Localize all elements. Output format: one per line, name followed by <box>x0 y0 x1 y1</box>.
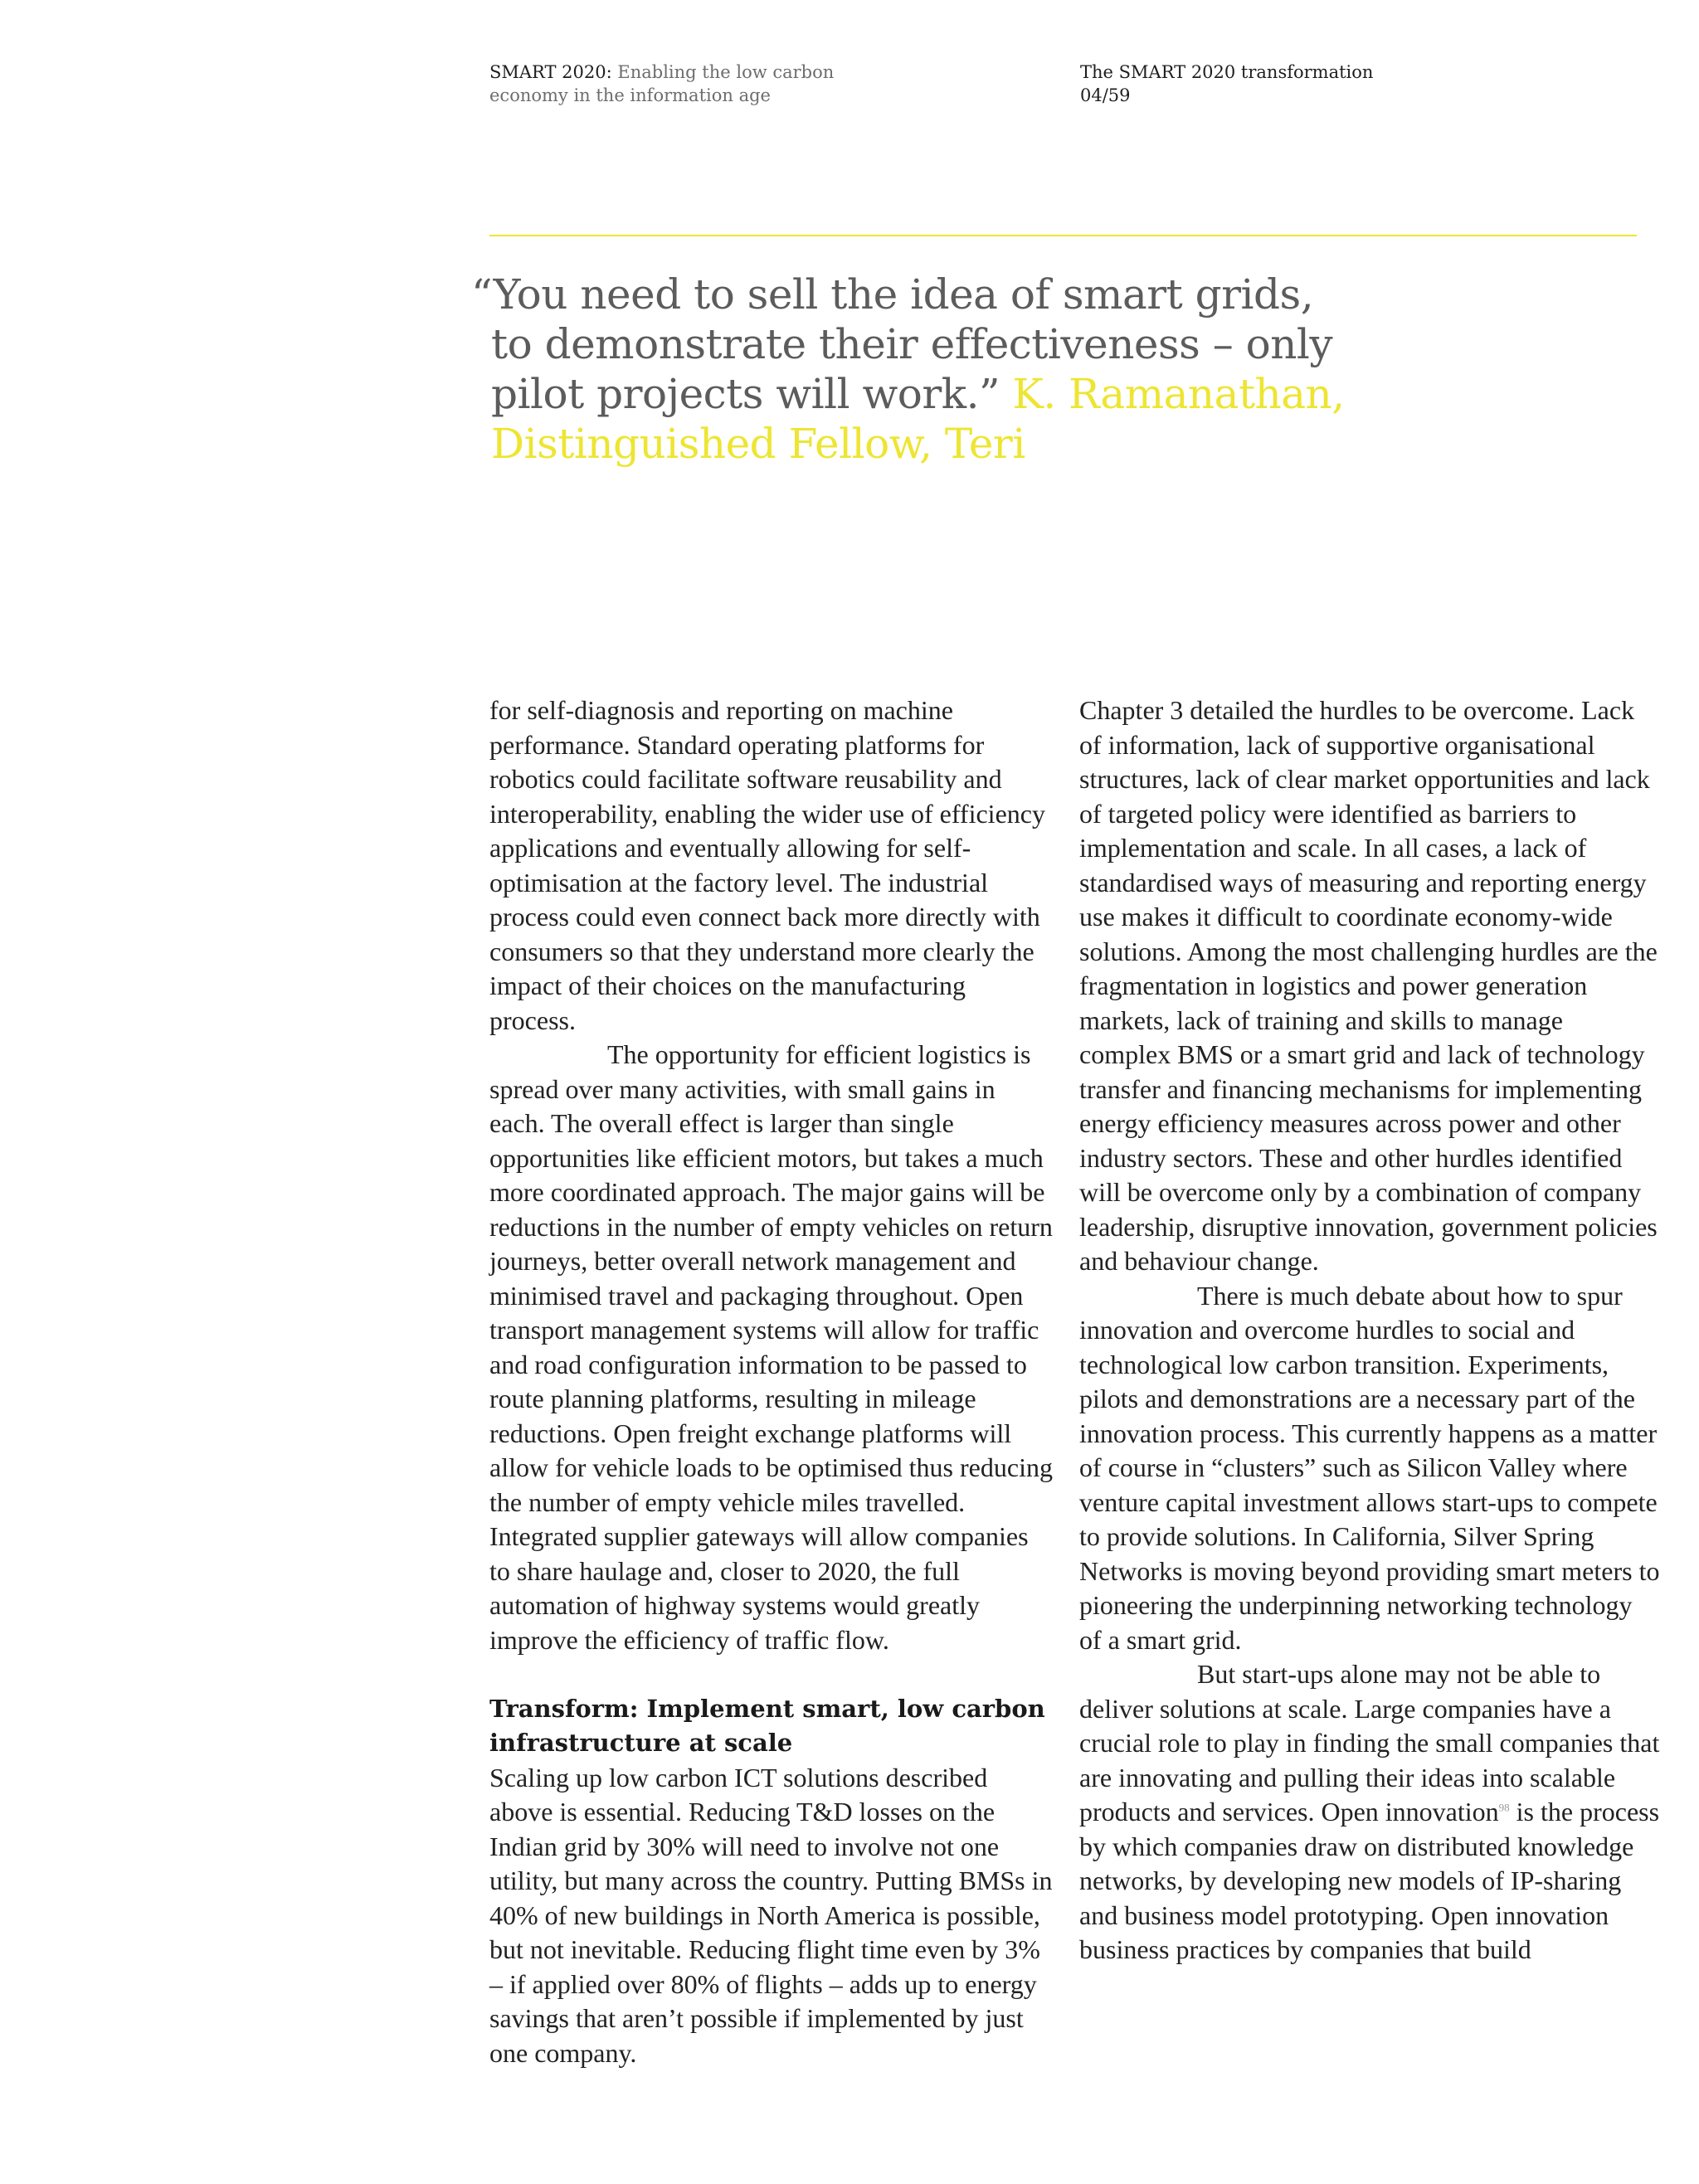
pull-quote-attribution-name: K. Ramanathan, <box>1012 370 1345 418</box>
right-paragraph-2: There is much debate about how to spur innovation and overcome hurdles to social and technological low carbon transition. Experiments, pilots and demonstrations are a necessary part of the innovation process. This currently happens as a matter of course in “clusters” such as Silicon Valley where venture capital investment allows start-ups to compete to provide solutions. In California, Silver Spring Networks is moving beyond providing smart meters to pioneering the underpinning networking technology of a smart grid. <box>1079 1280 1660 1655</box>
pull-quote-line-3 <box>471 369 1425 419</box>
pull-quote-text-end: pilot projects will work.” <box>491 370 1000 418</box>
left-paragraph-3: Scaling up low carbon ICT solutions described above is essential. Reducing T&D losses on the Indian grid by 30% will need to involve not one utility, but many across the country. Putting BMSs in 40% of new buildings in North America is possible, but not inevitable. Reducing flight time even by 3% – if applied over 80% of flights – adds up to energy savings that aren’t possible if implemented by just one company. <box>489 1762 1053 2068</box>
left-paragraph-2: The opportunity for efficient logistics is spread over many activities, with small gains in each. The overall effect is larger than single opportunities like efficient motors, but takes a much more coordinated approach. The major gains will be reductions in the number of empty vehicles on return journeys, better overall network management and minimised travel and packaging throughout. Open transport management systems will allow for traffic and road configuration information to be passed to route planning platforms, resulting in mileage reductions. Open freight exchange platforms will allow for vehicle loads to be optimised thus reducing the number of empty vehicle miles travelled. Integrated supplier gateways will allow companies to share haulage and, closer to 2020, the full automation of highway systems would greatly improve the efficiency of traffic flow. <box>489 1039 1053 1655</box>
report-title-bold: SMART 2020: <box>489 62 612 82</box>
right-paragraph-3-start: But start-ups alone may not be able to deliver solutions at scale. Large companies have a crucial role to play in finding the small companies that are innovating and pulling their ideas into scalable products and services. Open innovation <box>1079 1659 1660 1826</box>
pull-quote-line-2: to demonstrate their effectiveness – only <box>491 320 1333 368</box>
left-paragraph-1: for self-diagnosis and reporting on machine performance. Standard operating platforms for robotics could facilitate software reusability and interoperability, enabling the wider use of efficiency applications and eventually allowing for self-optimisation at the factory level. The industrial process could even connect back more directly with consumers so that they understand more clearly the impact of their choices on the manufacturing process. <box>489 695 1045 1035</box>
header-divider <box>489 235 1637 236</box>
pull-quote <box>471 270 1425 469</box>
body-column-right <box>1079 693 1660 1968</box>
right-paragraph-1: Chapter 3 detailed the hurdles to be overcome. Lack of information, lack of supportive organisational structures, lack of clear market opportunities and lack of targeted policy were identified as barriers to implementation and scale. In all cases, a lack of standardised ways of measuring and reporting energy use makes it difficult to coordinate economy-wide solutions. Among the most challenging hurdles are the fragmentation in logistics and power generation markets, lack of training and skills to manage complex BMS or a smart grid and lack of technology transfer and financing mechanisms for implementing energy efficiency measures across power and other industry sectors. These and other hurdles identified will be overcome only by a combination of company leadership, disruptive innovation, government policies and behaviour change. <box>1079 695 1658 1276</box>
report-title-subtitle: Enabling the low carbon economy in the information age <box>489 62 835 105</box>
footnote-reference[interactable]: 98 <box>1498 1801 1510 1814</box>
pull-quote-line-1: “You need to sell the idea of smart grids, <box>471 270 1314 319</box>
page-number: 04/59 <box>1080 85 1131 105</box>
section-title: The SMART 2020 transformation <box>1080 62 1374 82</box>
right-paragraph-3-end: is the process by which companies draw on distributed knowledge networks, by developing new models of IP-sharing and business model prototyping. Open innovation business practices by companies that build <box>1079 1797 1660 1964</box>
section-subheading: Transform: Implement smart, low carbon infrastructure at scale <box>489 1694 1045 1757</box>
running-header-section <box>1080 61 1429 107</box>
right-paragraph-3 <box>1079 1657 1660 1968</box>
running-header-report-title <box>489 61 838 107</box>
body-column-left <box>489 693 1054 2070</box>
pull-quote-attribution-title: Distinguished Fellow, Teri <box>491 420 1025 468</box>
